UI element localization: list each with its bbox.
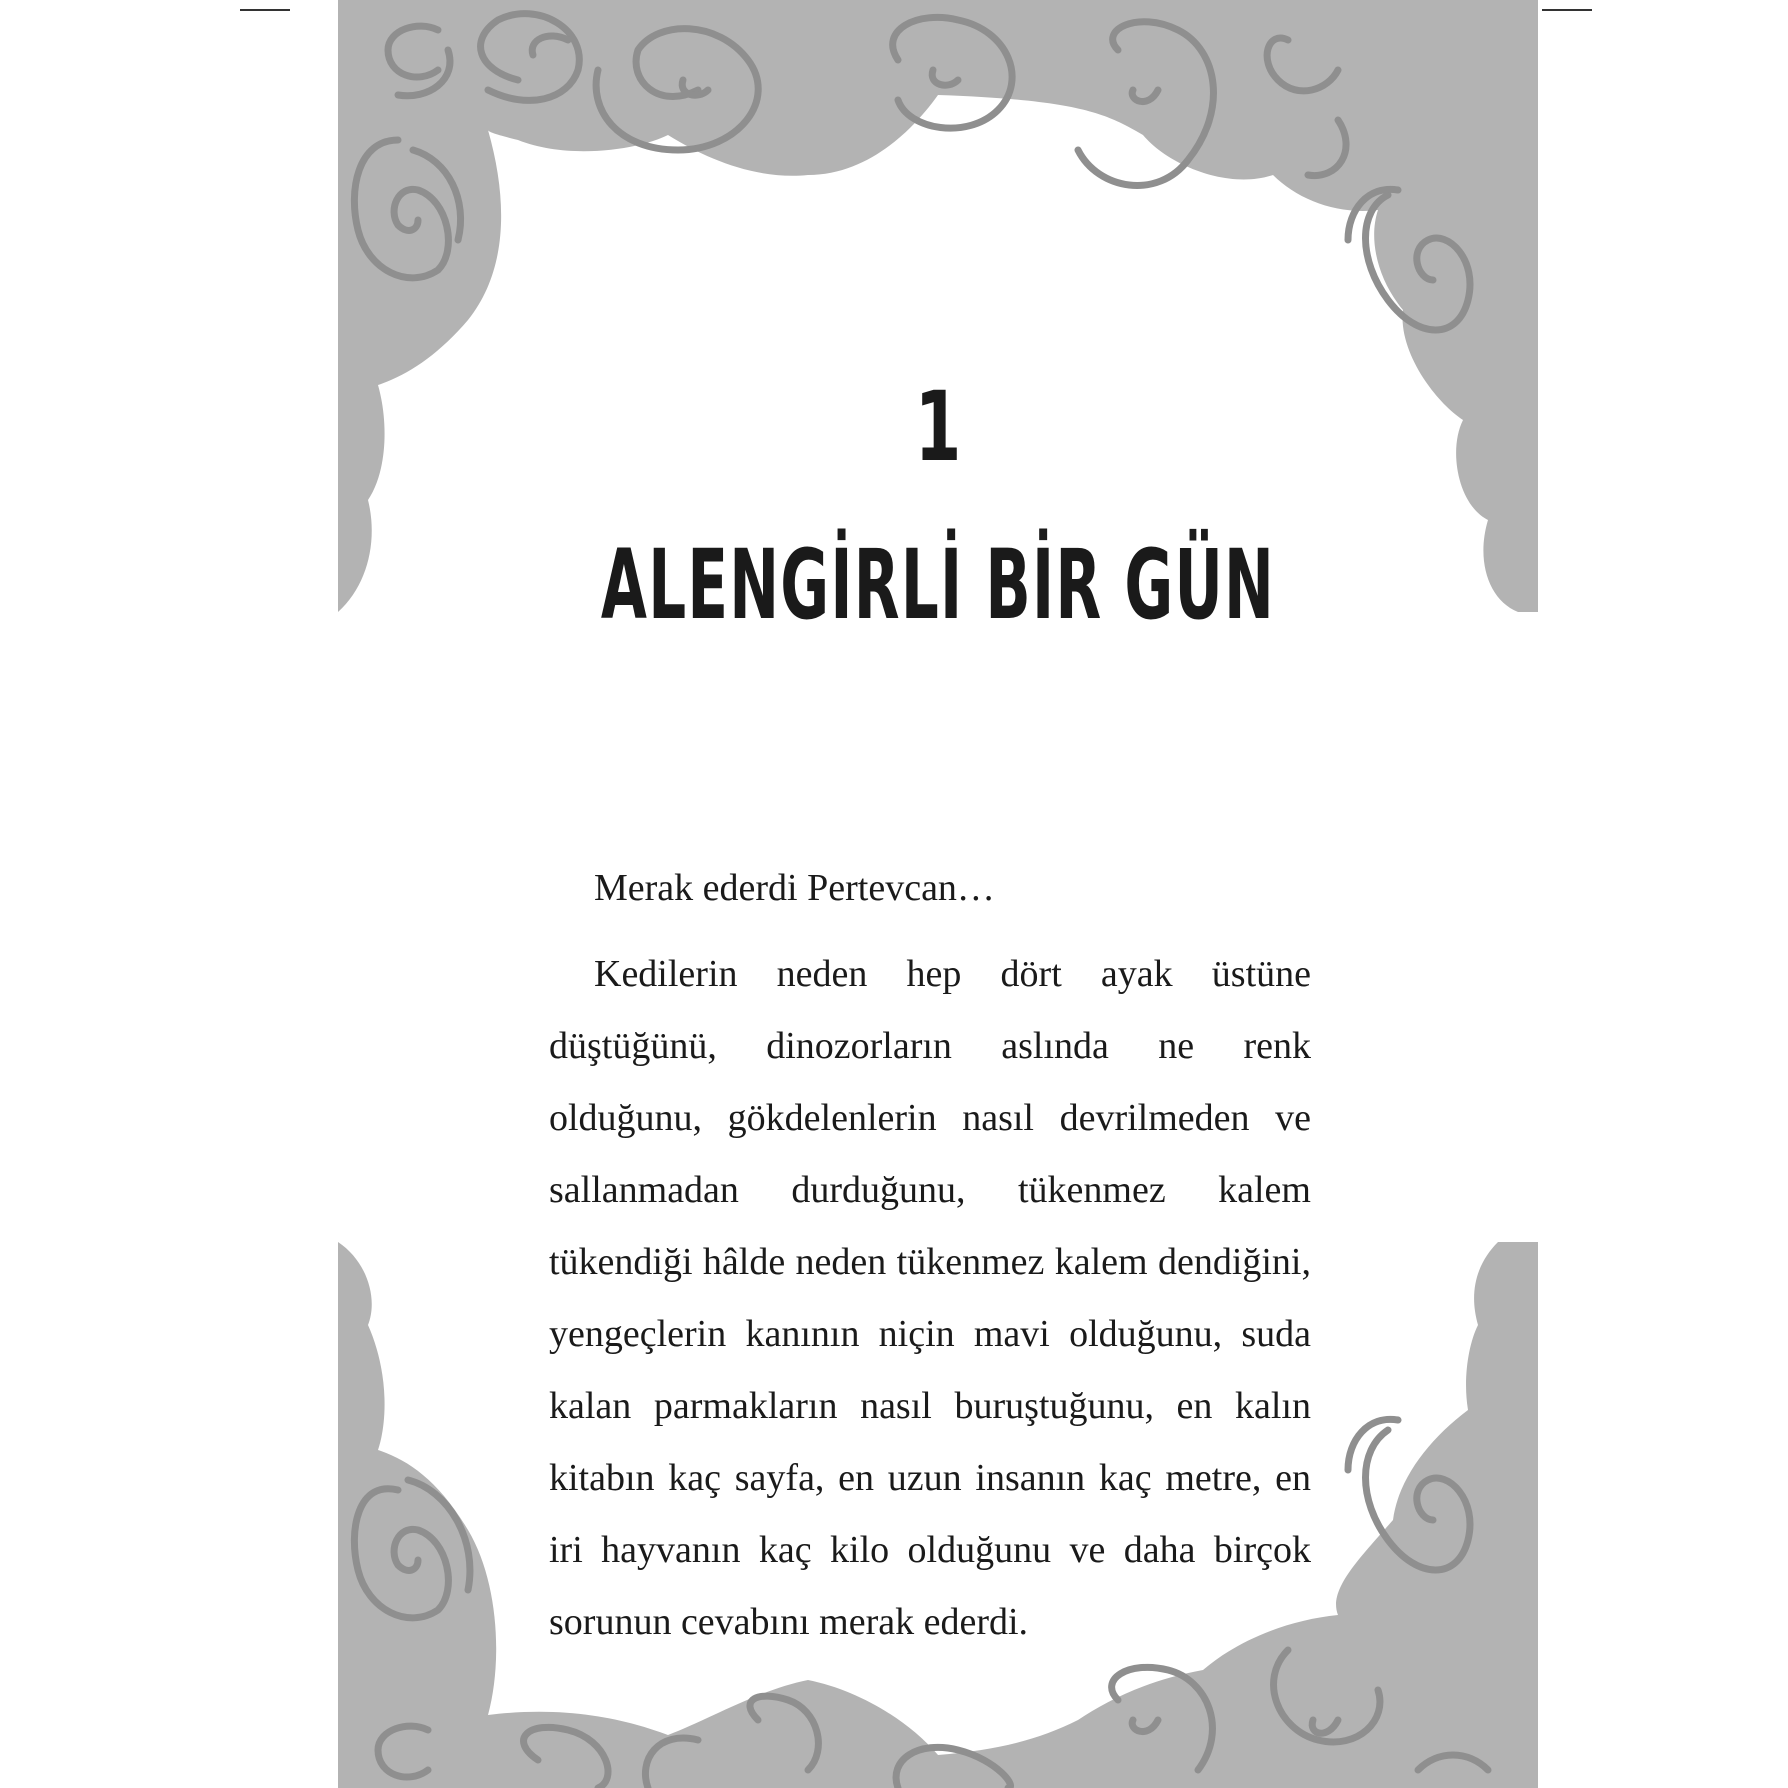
chapter-number: 1 (914, 371, 962, 483)
crop-mark-right (1542, 9, 1592, 11)
paragraph-1: Merak ederdi Pertevcan… (594, 867, 995, 909)
paragraph-2: Kedilerin neden hep dört ayak üstüne düştüğünü, dinozorların aslında ne renk olduğunu, gökdelenlerin nasıl devrilmeden ve sallanmadan durduğunu, tükenmez kalem tükendiği hâlde neden tükenmez kalem dendiğini, yengeçlerin kanının niçin mavi olduğunu, suda kalan parmakların nasıl buruştuğunu, en kalın kitabın kaç sayfa, en uzun insanın kaç metre, en iri hayvanın kaç kilo olduğunu ve daha birçok sorunun cevabını merak ederdi. (549, 953, 1311, 1643)
crop-mark-left (240, 9, 290, 11)
chapter-title: ALENGİRLİ BİR GÜN (600, 529, 1276, 641)
book-page (338, 0, 1538, 1788)
chapter-body (549, 852, 1311, 1658)
top-cloud-band (338, 0, 1538, 612)
